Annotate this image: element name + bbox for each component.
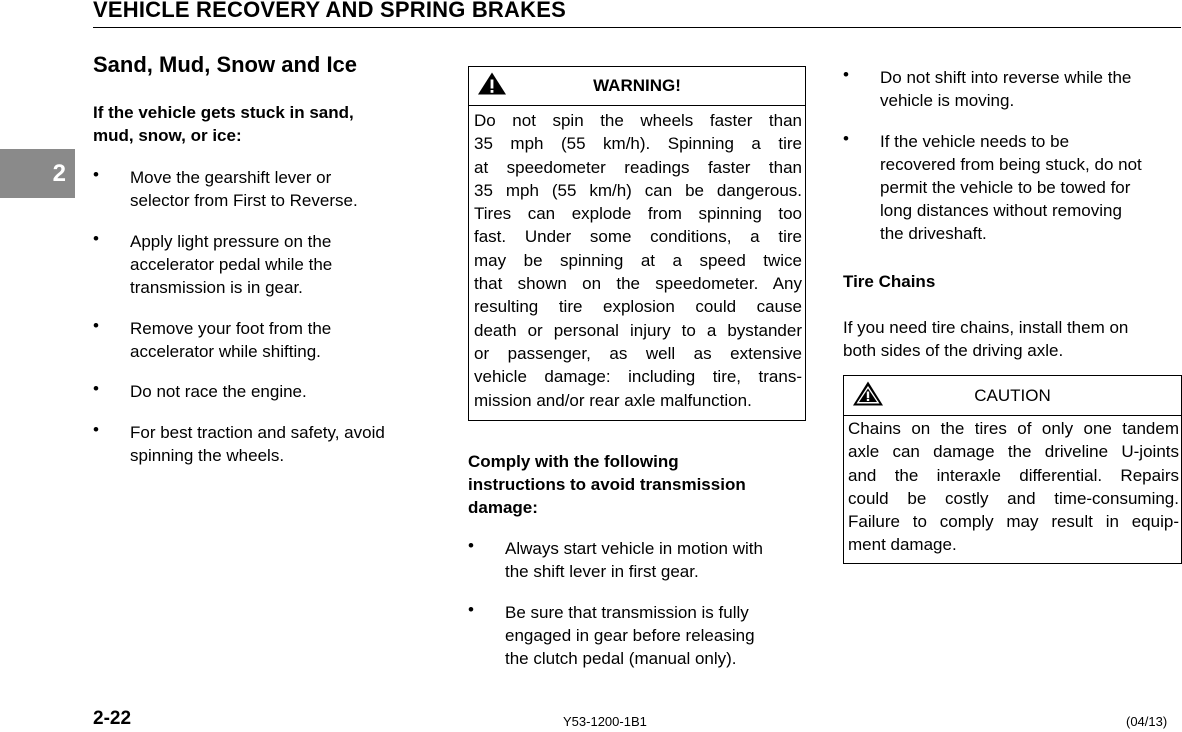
chapter-tab: 2 — [0, 149, 75, 198]
col1-subhead-line1: If the vehicle gets stuck in sand, — [93, 103, 354, 122]
page-header-title: VEHICLE RECOVERY AND SPRING BRAKES — [93, 0, 566, 22]
bullet-line: Do not shift into reverse while the — [880, 68, 1132, 87]
bullet-line: For best traction and safety, avoid — [130, 423, 385, 442]
warning-line: resulting tire explosion could cause — [474, 297, 802, 317]
caution-title: CAUTION — [974, 385, 1051, 405]
warning-line: death or personal injury to a bystander — [474, 320, 802, 340]
warning-text — [474, 109, 802, 412]
bullet-line: transmission is in gear. — [130, 278, 303, 297]
bullet-line: If the vehicle needs to be — [880, 132, 1070, 151]
bullet-line: selector from First to Reverse. — [130, 191, 358, 210]
paragraph-line: If you need tire chains, install them on — [843, 318, 1129, 337]
warning-triangle-icon — [477, 72, 507, 101]
bullet-line: long distances without removing — [880, 201, 1122, 220]
bullet-line: recovered from being stuck, do not — [880, 155, 1142, 174]
caution-line: Failure to comply may result in equip- — [848, 512, 1179, 532]
caution-line: could be costly and time-consuming. — [848, 488, 1179, 508]
bullet-line: permit the vehicle to be towed for — [880, 178, 1131, 197]
caution-triangle-icon — [852, 380, 884, 411]
warning-line: vehicle damage: including tire, trans- — [474, 367, 802, 387]
page-number: 2-22 — [93, 708, 132, 729]
col1-subhead-line2: mud, snow, or ice: — [93, 126, 242, 145]
header-rule — [93, 27, 1181, 28]
bullet-line: Apply light pressure on the — [130, 232, 332, 251]
bullet-line: Move the gearshift lever or — [130, 168, 332, 187]
bullet-line: Be sure that transmission is fully — [505, 603, 749, 622]
bullet-icon: • — [468, 600, 474, 619]
warning-line: 35 mph (55 km/h) can be dangerous. — [474, 180, 802, 200]
bullet-line: accelerator while shifting. — [130, 342, 321, 361]
document-number: Y53-1200-1B1 — [563, 714, 647, 729]
warning-line: or passenger, as well as extensive — [474, 343, 802, 363]
warning-line: mission and/or rear axle malfunction. — [474, 390, 752, 410]
bullet-icon: • — [468, 536, 474, 555]
col2-subhead-line3: damage: — [468, 498, 538, 517]
warning-line: Do not spin the wheels faster than — [474, 111, 802, 130]
caution-line: ment damage. — [848, 535, 957, 555]
warning-header — [469, 67, 805, 106]
caution-line: Chains on the tires of only one tandem — [848, 419, 1179, 438]
bullet-icon: • — [93, 316, 99, 335]
paragraph-line: both sides of the driving axle. — [843, 341, 1064, 360]
caution-line: and the interaxle differential. Repairs — [848, 465, 1179, 485]
warning-title: WARNING! — [593, 76, 681, 95]
bullet-line: Always start vehicle in motion with — [505, 539, 763, 558]
warning-line: may be spinning at a speed twice — [474, 250, 802, 270]
bullet-line: the driveshaft. — [880, 224, 987, 243]
tire-chains-paragraph — [843, 316, 1128, 362]
bullet-icon: • — [93, 379, 99, 398]
section-title: Sand, Mud, Snow and Ice — [93, 52, 358, 77]
caution-text — [848, 417, 1179, 557]
tire-chains-subhead: Tire Chains — [843, 272, 936, 291]
warning-line: Tires can explode from spinning too — [474, 204, 802, 224]
caution-line: axle can damage the driveline U-joints — [848, 442, 1179, 462]
warning-box — [468, 66, 806, 421]
bullet-line: Remove your foot from the — [130, 319, 332, 338]
bullet-icon: • — [93, 420, 99, 439]
bullet-icon: • — [93, 229, 99, 248]
warning-line: 35 mph (55 km/h). Spinning a tire — [474, 134, 802, 154]
caution-header — [844, 376, 1181, 416]
revision-date: (04/13) — [1126, 714, 1168, 729]
warning-line: fast. Under some conditions, a tire — [474, 227, 802, 247]
bullet-line: Do not race the engine. — [130, 382, 307, 401]
caution-box — [843, 375, 1182, 564]
col2-subhead-line2: instructions to avoid transmission — [468, 475, 746, 494]
bullet-line: engaged in gear before releasing — [505, 626, 755, 645]
col2-subhead-line1: Comply with the following — [468, 452, 679, 471]
bullet-line: the shift lever in first gear. — [505, 562, 699, 581]
bullet-line: the clutch pedal (manual only). — [505, 649, 737, 668]
bullet-icon: • — [843, 65, 849, 84]
warning-line: that shown on the speedometer. Any — [474, 274, 802, 294]
bullet-line: spinning the wheels. — [130, 446, 285, 465]
col2-subhead — [468, 450, 746, 519]
bullet-line: vehicle is moving. — [880, 91, 1015, 110]
bullet-icon: • — [843, 129, 849, 148]
bullet-line: accelerator pedal while the — [130, 255, 333, 274]
warning-line: at speedometer readings faster than — [474, 157, 802, 177]
col1-subhead — [93, 101, 354, 147]
bullet-icon: • — [93, 165, 99, 184]
